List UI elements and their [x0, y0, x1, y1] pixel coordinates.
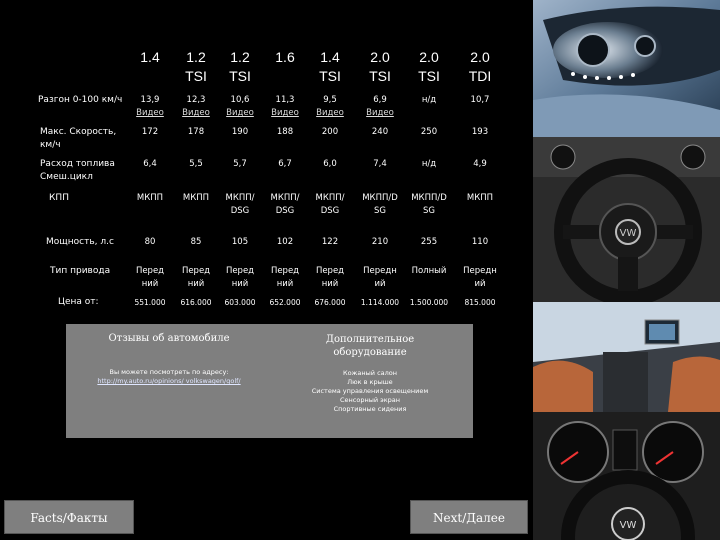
equipment-item: Спортивные сидения	[333, 405, 407, 413]
spec-cell: Передн ий	[363, 266, 397, 289]
spec-cell: 105	[231, 237, 249, 247]
row-label: Макс. Скорость, км/ч	[40, 127, 117, 150]
video-link[interactable]: Видео	[182, 108, 210, 118]
svg-text:VW: VW	[619, 228, 637, 239]
spec-cell: 110	[471, 237, 489, 247]
row-label: Цена от:	[58, 297, 99, 307]
equipment-panel	[267, 324, 473, 438]
reviews-text: Вы можете посмотреть по адресу:	[109, 368, 229, 376]
spec-cell: 1.114.000	[360, 298, 400, 307]
spec-cell: Передн ий	[463, 266, 497, 289]
svg-text:VW: VW	[619, 520, 637, 531]
reviews-panel	[66, 324, 272, 438]
spec-cell: Перед ний	[225, 266, 255, 289]
spec-cell: 80	[144, 237, 156, 247]
spec-cell: 603.000	[224, 298, 256, 307]
row-label: Тип привода	[50, 266, 111, 276]
row-label: Разгон 0-100 км/ч	[38, 95, 123, 105]
engine-header-6: 2.0 TSI	[369, 49, 391, 84]
spec-cell: 85	[190, 237, 202, 247]
spec-cell: 815.000	[464, 298, 496, 307]
spec-cell: Полный	[411, 266, 447, 276]
spec-cell: 676.000	[314, 298, 346, 307]
spec-cell: МКПП/D SG	[411, 193, 447, 216]
spec-cell: 6,7	[278, 159, 292, 169]
spec-cell: н/д	[421, 95, 437, 105]
equipment-item: Сенсорный экран	[340, 396, 400, 404]
spec-cell: 178	[187, 127, 205, 137]
video-link[interactable]: Видео	[316, 108, 344, 118]
steering-wheel-photo	[533, 137, 720, 302]
spec-cell: 5,7	[233, 159, 247, 169]
spec-cell: Перед ний	[135, 266, 165, 289]
video-link[interactable]: Видео	[226, 108, 254, 118]
spec-cell: МКПП	[136, 193, 164, 203]
reviews-title: Отзывы об автомобиле	[108, 333, 230, 344]
facts-button[interactable]: Facts/Факты	[4, 500, 134, 534]
video-link[interactable]: Видео	[136, 108, 164, 118]
engine-header-4: 1.6	[275, 49, 295, 65]
row-label: Расход топлива Смеш.цикл	[40, 159, 115, 182]
spec-cell: МКПП/D SG	[362, 193, 398, 216]
dashboard-gauges-photo	[533, 412, 720, 540]
spec-cell: 210	[371, 237, 389, 247]
equipment-item: Кожаный салон	[342, 369, 398, 377]
spec-cell: 12,3 Видео	[173, 94, 219, 120]
spec-cell: Перед ний	[315, 266, 345, 289]
reviews-link[interactable]: http://my.auto.ru/opinions/ volkswagen/golf/	[97, 377, 241, 385]
video-link[interactable]: Видео	[366, 108, 394, 118]
equipment-title-line1: Дополнительное	[325, 334, 415, 345]
spec-cell: 10,7	[470, 95, 490, 105]
spec-cell: 11,3 Видео	[262, 94, 308, 120]
spec-cell: 5,5	[189, 159, 203, 169]
photo-column	[533, 0, 720, 540]
equipment-title-line2: оборудование	[333, 347, 407, 358]
spec-cell: 122	[321, 237, 339, 247]
spec-cell: 102	[276, 237, 294, 247]
spec-cell: Перед ний	[270, 266, 300, 289]
spec-cell: 6,0	[323, 159, 337, 169]
engine-header-1: 1.4	[140, 49, 160, 65]
spec-cell: 616.000	[180, 298, 212, 307]
spec-cell: 200	[321, 127, 339, 137]
spec-cell: 188	[276, 127, 294, 137]
spec-cell: 13,9 Видео	[127, 94, 173, 120]
spec-cell: 255	[420, 237, 438, 247]
spec-cell: 551.000	[134, 298, 166, 307]
spec-cell: 6,4	[143, 159, 157, 169]
spec-cell: МКПП/ DSG	[270, 193, 300, 216]
row-label: Мощность, л.с	[46, 237, 114, 247]
spec-cell: МКПП	[466, 193, 494, 203]
equipment-item: Система управления освещением	[311, 387, 429, 395]
video-link[interactable]: Видео	[271, 108, 299, 118]
equipment-item: Люк в крыше	[347, 378, 393, 386]
spec-cell: 4,9	[473, 159, 487, 169]
spec-cell: 193	[471, 127, 489, 137]
engine-header-3: 1.2 TSI	[229, 49, 251, 84]
engine-header-2: 1.2 TSI	[185, 49, 207, 84]
engine-header-7: 2.0 TSI	[418, 49, 440, 84]
spec-cell: Перед ний	[181, 266, 211, 289]
spec-cell: МКПП/ DSG	[225, 193, 255, 216]
spec-cell: 652.000	[269, 298, 301, 307]
spec-cell: МКПП	[182, 193, 210, 203]
spec-cell: 9,5 Видео	[307, 94, 353, 120]
engine-header-8: 2.0 TDI	[468, 49, 492, 84]
spec-cell: 1.500.000	[409, 298, 449, 307]
spec-cell: 6,9 Видео	[357, 94, 403, 120]
spec-cell: 190	[231, 127, 249, 137]
spec-cell: 10,6 Видео	[217, 94, 263, 120]
spec-cell: 240	[371, 127, 389, 137]
spec-cell: 172	[141, 127, 159, 137]
spec-cell: МКПП/ DSG	[315, 193, 345, 216]
spec-cell: 250	[420, 127, 438, 137]
next-button[interactable]: Next/Далее	[410, 500, 528, 534]
headlight-photo	[533, 0, 720, 137]
spec-cell: 7,4	[373, 159, 387, 169]
engine-header-5: 1.4 TSI	[319, 49, 341, 84]
interior-seats-photo	[533, 302, 720, 412]
row-label: КПП	[49, 193, 69, 203]
spec-cell: н/д	[421, 159, 437, 169]
